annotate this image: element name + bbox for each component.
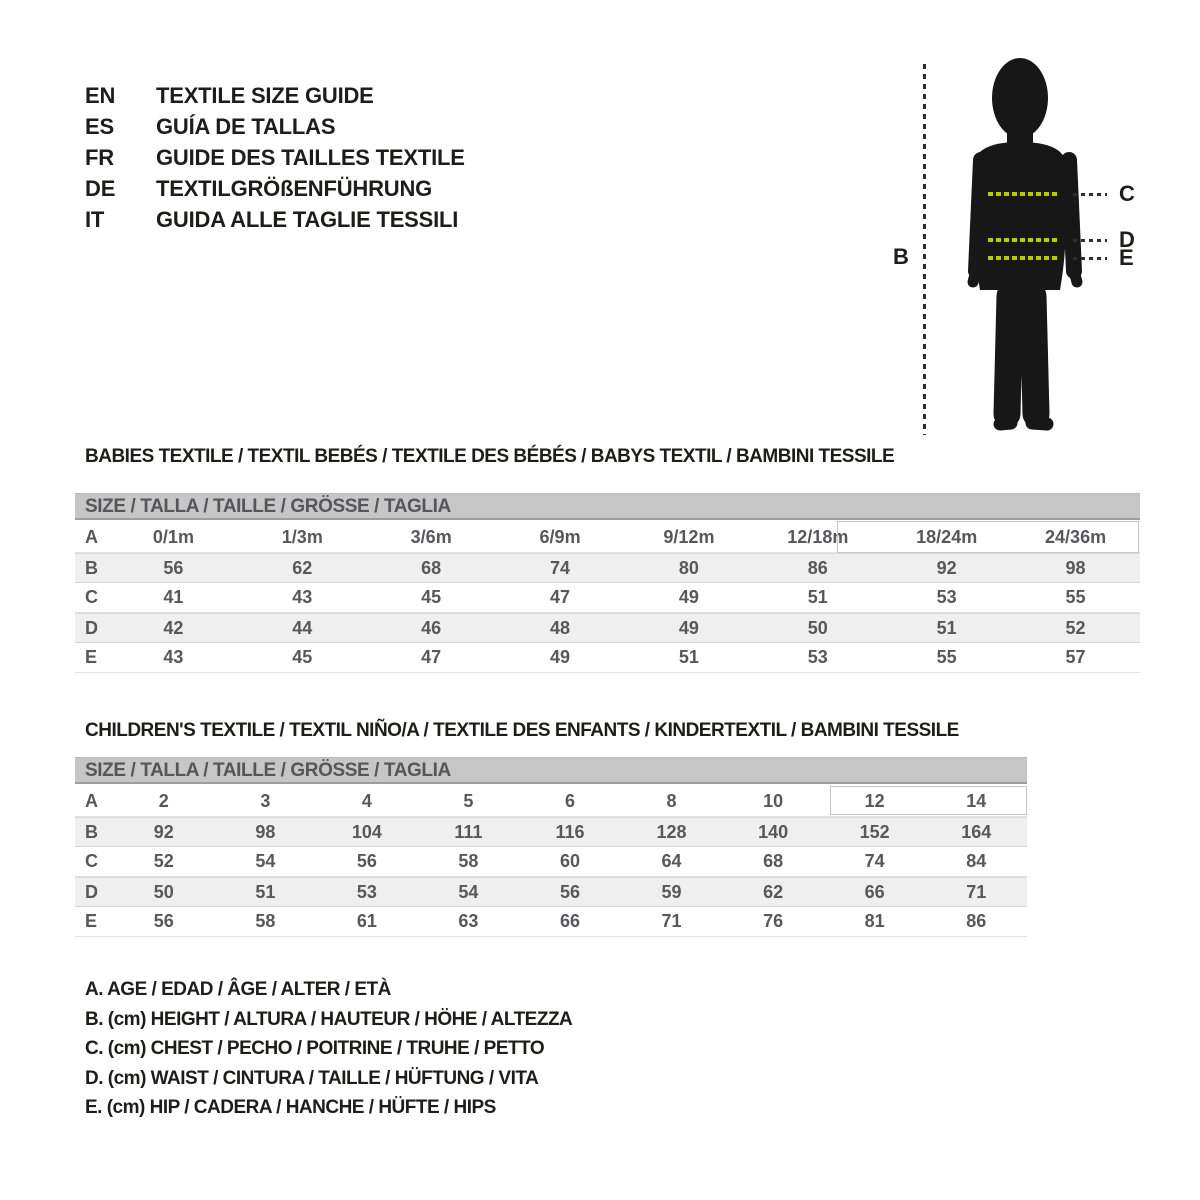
waist-dotted-line-black (1073, 239, 1107, 242)
table-cell: 62 (763, 881, 784, 902)
language-title-list (85, 80, 465, 235)
language-guide-title: GUIDE DES TAILLES TEXTILE (156, 144, 465, 170)
table-cell: 58 (458, 851, 479, 871)
language-code: IT (85, 206, 105, 232)
language-row (85, 142, 465, 173)
chest-dotted-line-green (988, 192, 1058, 196)
babies-size-table (75, 493, 1140, 673)
language-row (85, 111, 465, 142)
language-row (85, 80, 465, 111)
row-letter: D (85, 881, 98, 902)
row-letter: C (85, 851, 98, 871)
table-cell: 55 (936, 647, 957, 667)
table-cell: 9/12m (663, 527, 715, 547)
table-cell: 46 (421, 617, 442, 638)
table-cell: 6/9m (539, 527, 581, 547)
table-cell: 76 (763, 911, 784, 931)
table-cell: 3/6m (410, 527, 452, 547)
legend-list (85, 975, 572, 1123)
table-cell: 53 (807, 647, 828, 667)
table-cell: 140 (758, 821, 789, 842)
language-guide-title: GUÍA DE TALLAS (156, 113, 336, 139)
table-cell: 128 (656, 821, 687, 842)
table-cell: 81 (864, 911, 885, 931)
table-cell: 98 (1065, 557, 1086, 578)
table-cell: 51 (936, 617, 957, 638)
table-cell: 74 (864, 851, 885, 871)
table-cell: 56 (153, 911, 174, 931)
table-cell: 53 (356, 881, 377, 902)
table-cell: 80 (678, 557, 699, 578)
table-cell: 56 (163, 557, 184, 578)
table-cell: 64 (661, 851, 682, 871)
table-cell: 4 (361, 791, 372, 811)
table-cell: 44 (292, 617, 313, 638)
table-cell: 57 (1065, 647, 1086, 667)
table-cell: 66 (559, 911, 580, 931)
table-cell: 43 (292, 587, 313, 607)
language-code: ES (85, 113, 114, 139)
hip-dotted-line-black (1073, 257, 1107, 260)
table-cell: 47 (421, 647, 442, 667)
table-cell: 74 (550, 557, 571, 578)
table-cell: 66 (864, 881, 885, 902)
table-row-A (75, 787, 1027, 817)
row-letter: B (85, 821, 98, 842)
row-letter: D (85, 617, 98, 638)
table-cell: 12 (864, 791, 885, 811)
table-cell: 92 (153, 821, 174, 842)
table-cell: 92 (936, 557, 957, 578)
legend-item: C. (cm) CHEST / PECHO / POITRINE / TRUHE / PETTO (85, 1038, 545, 1059)
row-letter: B (85, 557, 98, 578)
table-cell: 0/1m (152, 527, 194, 547)
table-cell: 43 (163, 647, 184, 667)
table-cell: 24/36m (1045, 527, 1107, 547)
children-section-title: CHILDREN'S TEXTILE / TEXTIL NIÑO/A / TEXTILE DES ENFANTS / KINDERTEXTIL / BAMBINI TESSILE (85, 720, 959, 741)
table-cell: 50 (153, 881, 174, 902)
table-row-D (75, 613, 1140, 643)
table-row-B (75, 553, 1140, 583)
waist-dotted-line-green (988, 238, 1058, 242)
chest-dotted-line-black (1073, 193, 1107, 196)
table-cell: 56 (356, 851, 377, 871)
row-letter: E (85, 911, 98, 931)
table-cell: 51 (678, 647, 699, 667)
table-cell: 45 (421, 587, 442, 607)
hip-measure-label: E (1119, 245, 1134, 270)
table-cell: 14 (966, 791, 987, 811)
table-cell: 49 (678, 617, 699, 638)
children-size-table (75, 757, 1027, 937)
table-cell: 111 (454, 821, 483, 842)
size-header-row (75, 493, 1140, 520)
legend-item: A. AGE / EDAD / ÂGE / ALTER / ETÀ (85, 979, 391, 1000)
table-cell: 84 (966, 851, 987, 871)
table-row-C (75, 583, 1140, 613)
table-cell: 59 (661, 881, 682, 902)
language-guide-title: TEXTILE SIZE GUIDE (156, 82, 374, 108)
table-cell: 86 (966, 911, 987, 931)
table-cell: 5 (463, 791, 474, 811)
table-cell: 42 (163, 617, 184, 638)
table-cell: 52 (1065, 617, 1086, 638)
row-letter: A (85, 527, 98, 547)
table-cell: 58 (255, 911, 276, 931)
table-cell: 50 (807, 617, 828, 638)
table-row-D (75, 877, 1027, 907)
table-row-A (75, 523, 1140, 553)
table-cell: 104 (351, 821, 382, 842)
table-cell: 3 (260, 791, 271, 811)
table-cell: 10 (763, 791, 784, 811)
table-cell: 49 (550, 647, 571, 667)
table-cell: 54 (458, 881, 479, 902)
table-cell: 41 (163, 587, 184, 607)
table-cell: 61 (356, 911, 377, 931)
table-cell: 8 (666, 791, 677, 811)
hip-measure-line (985, 247, 1150, 269)
table-cell: 60 (559, 851, 580, 871)
legend-item: D. (cm) WAIST / CINTURA / TAILLE / HÜFTUNG / VITA (85, 1067, 539, 1089)
babies-section-title: BABIES TEXTILE / TEXTIL BEBÉS / TEXTILE DES BÉBÉS / BABYS TEXTIL / BAMBINI TESSILE (85, 446, 895, 467)
height-measure-label: B (893, 244, 909, 269)
height-dotted-line (923, 64, 926, 435)
size-header-row (75, 757, 1027, 784)
table-cell: 48 (550, 617, 571, 638)
table-cell: 54 (255, 851, 276, 871)
table-cell: 98 (255, 821, 276, 842)
table-cell: 52 (153, 851, 174, 871)
table-row-B (75, 817, 1027, 847)
table-row-E (75, 643, 1140, 673)
table-cell: 18/24m (916, 527, 978, 547)
language-code: FR (85, 144, 114, 170)
language-code: EN (85, 82, 116, 108)
language-row (85, 173, 465, 204)
row-letter: A (85, 791, 98, 811)
table-row-E (75, 907, 1027, 937)
table-cell: 62 (292, 557, 313, 578)
table-cell: 63 (458, 911, 479, 931)
table-cell: 152 (859, 821, 890, 842)
table-cell: 47 (550, 587, 571, 607)
size-header-label: SIZE / TALLA / TAILLE / GRÖSSE / TAGLIA (85, 760, 451, 781)
row-letter: C (85, 587, 98, 607)
table-cell: 2 (158, 791, 169, 811)
size-header-label: SIZE / TALLA / TAILLE / GRÖSSE / TAGLIA (85, 496, 451, 517)
chest-measure-line (985, 183, 1150, 205)
table-cell: 164 (961, 821, 992, 842)
table-cell: 86 (807, 557, 828, 578)
row-letter: E (85, 647, 98, 667)
table-cell: 68 (421, 557, 442, 578)
waist-measure-label: D (1119, 227, 1135, 252)
table-cell: 49 (678, 587, 699, 607)
table-cell: 71 (966, 881, 987, 902)
table-row-C (75, 847, 1027, 877)
legend-item: B. (cm) HEIGHT / ALTURA / HAUTEUR / HÖHE / ALTEZZA (85, 1008, 573, 1030)
table-cell: 51 (807, 587, 828, 607)
language-row (85, 204, 465, 235)
table-cell: 55 (1065, 587, 1086, 607)
table-cell: 71 (661, 911, 682, 931)
table-cell: 116 (555, 821, 585, 842)
table-cell: 6 (564, 791, 575, 811)
language-guide-title: TEXTILGRÖßENFÜHRUNG (156, 175, 433, 201)
table-cell: 45 (292, 647, 313, 667)
hip-dotted-line-green (988, 256, 1058, 260)
table-cell: 1/3m (281, 527, 323, 547)
legend-item: E. (cm) HIP / CADERA / HANCHE / HÜFTE / HIPS (85, 1097, 496, 1118)
language-code: DE (85, 175, 116, 201)
table-cell: 12/18m (787, 527, 849, 547)
table-cell: 68 (763, 851, 784, 871)
table-cell: 51 (255, 881, 276, 902)
table-cell: 56 (559, 881, 580, 902)
table-cell: 53 (936, 587, 957, 607)
chest-measure-label: C (1119, 181, 1135, 206)
language-guide-title: GUIDA ALLE TAGLIE TESSILI (156, 206, 459, 232)
